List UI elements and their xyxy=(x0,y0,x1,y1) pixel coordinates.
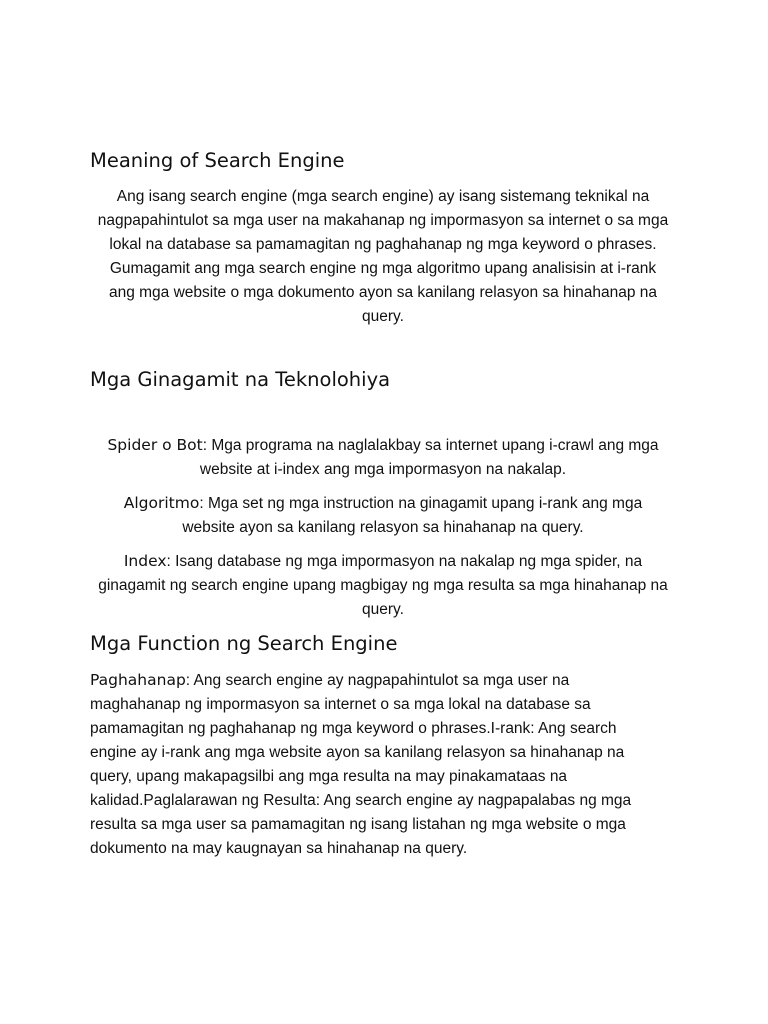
term-label: Index xyxy=(123,552,167,570)
paragraph-line: ang mga website o mga dokumento ayon sa kanilang relasyon sa hinahanap na xyxy=(108,284,658,301)
heading-technologies: Mga Ginagamit na Teknolohiya xyxy=(90,368,391,391)
paragraph-line xyxy=(90,433,676,458)
term-label: Algoritmo xyxy=(123,494,200,512)
paragraph-line: nagpapahintulot sa mga user na makahanap ng impormasyon sa internet o sa mga xyxy=(97,212,669,229)
tech-item-index xyxy=(90,549,676,622)
paragraph-line: query. xyxy=(362,308,404,325)
paragraph-line: Ang isang search engine (mga search engine) ay isang sistemang teknikal na xyxy=(116,188,650,205)
term-description: : Mga programa na naglalakbay sa internet upang i-crawl ang mga xyxy=(202,437,659,454)
paragraph-functions xyxy=(90,668,650,861)
paragraph-line xyxy=(90,491,676,516)
term-description: : Isang database ng mga impormasyon na nakalap ng mga spider, na xyxy=(166,553,643,570)
paragraph-line: kalidad.Paglalarawan ng Resulta: Ang search engine ay nagpapalabas ng mga xyxy=(90,792,632,809)
paragraph-meaning xyxy=(90,185,676,329)
paragraph-line: resulta sa mga user sa pamamagitan ng isang listahan ng mga website o mga xyxy=(90,816,626,833)
paragraph-line: ginagamit ng search engine upang magbigay ng mga resulta sa mga hinahanap na xyxy=(98,577,668,594)
paragraph-line: maghahanap ng impormasyon sa internet o sa mga lokal na database sa xyxy=(90,696,591,713)
paragraph-line: Gumagamit ang mga search engine ng mga algoritmo upang analisisin at i-rank xyxy=(109,260,657,277)
paragraph-line xyxy=(90,668,650,693)
paragraph-line: engine ay i-rank ang mga website ayon sa kanilang relasyon sa hinahanap na xyxy=(90,744,625,761)
paragraph-line: dokumento na may kaugnayan sa hinahanap na query. xyxy=(90,840,468,857)
term-description: : Ang search engine ay nagpapahintulot sa mga user na xyxy=(185,672,570,689)
paragraph-line xyxy=(90,549,676,574)
term-label: Spider o Bot xyxy=(107,436,203,454)
paragraph-line: website ayon sa kanilang relasyon sa hinahanap na query. xyxy=(182,519,584,536)
term-description: : Mga set ng mga instruction na ginagamit upang i-rank ang mga xyxy=(199,495,643,512)
heading-meaning: Meaning of Search Engine xyxy=(90,149,345,172)
paragraph-line: lokal na database sa pamamagitan ng paghahanap ng mga keyword o phrases. xyxy=(109,236,657,253)
paragraph-line: website at i-index ang mga impormasyon na nakalap. xyxy=(199,461,567,478)
tech-item-spider xyxy=(90,433,676,482)
paragraph-line: pamamagitan ng paghahanap ng mga keyword o phrases.I-rank: Ang search xyxy=(90,720,617,737)
term-label: Paghahanap xyxy=(90,671,186,689)
paragraph-line: query. xyxy=(362,601,404,618)
paragraph-line: query, upang makapagsilbi ang mga resulta na may pinakamataas na xyxy=(90,768,568,785)
heading-functions: Mga Function ng Search Engine xyxy=(90,632,398,655)
tech-item-algoritmo xyxy=(90,491,676,540)
